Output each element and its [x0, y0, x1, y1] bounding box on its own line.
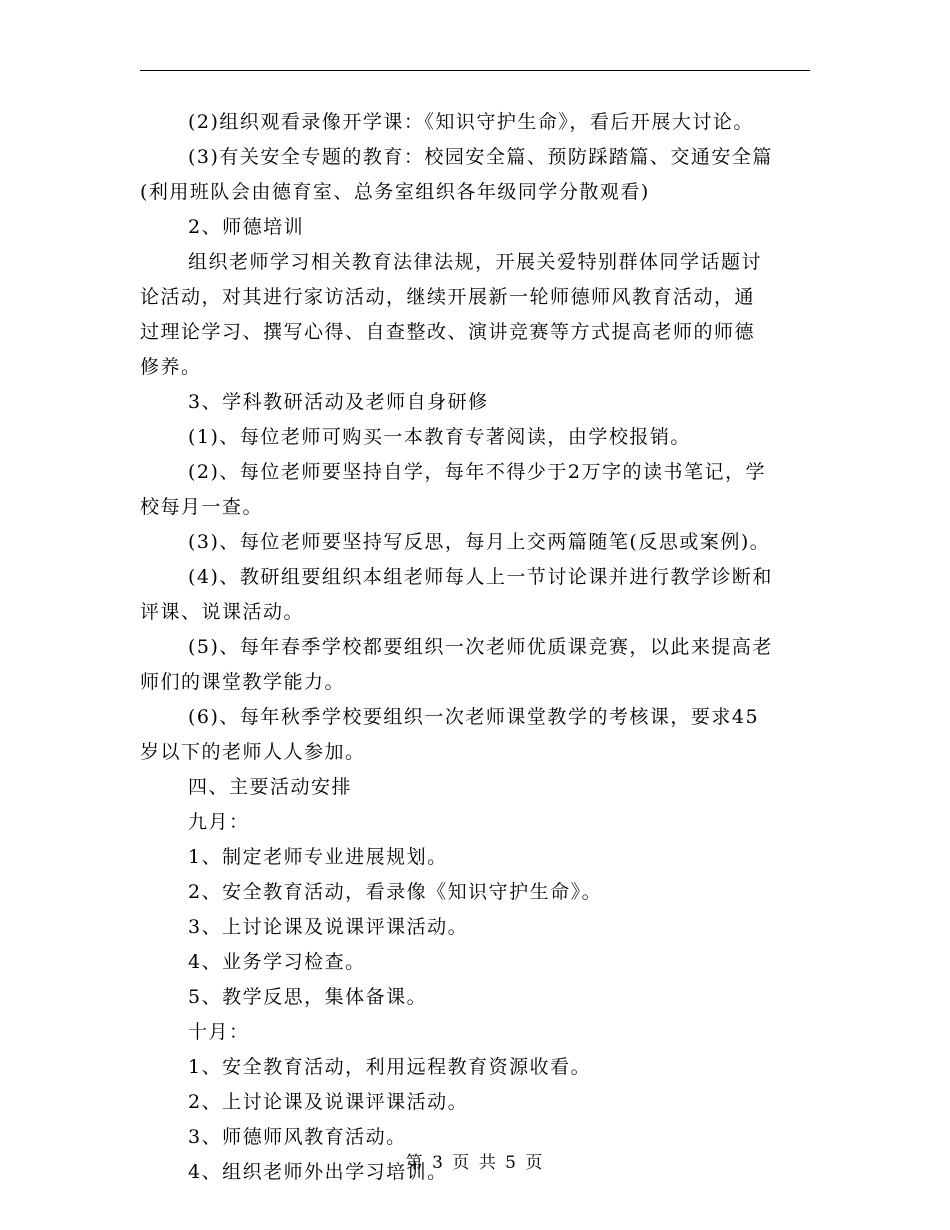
- text-line: 岁以下的老师人人参加。: [140, 741, 366, 763]
- text-line: 3、上讨论课及说课评课活动。: [188, 916, 469, 938]
- text-line: 组织老师学习相关教育法律法规，开展关爱特别群体同学话题讨: [188, 251, 763, 273]
- text-line: 2、师德培训: [188, 216, 305, 238]
- text-line: 论活动，对其进行家访活动，继续开展新一轮师德师风教育活动，通: [140, 286, 756, 308]
- text-line: 评课、说课活动。: [140, 601, 305, 623]
- text-line: 校每月一查。: [140, 496, 264, 518]
- text-line: (4)、教研组要组织本组老师每人上一节讨论课并进行教学诊断和: [188, 566, 773, 588]
- text-line: 1、制定老师专业进展规划。: [188, 846, 448, 868]
- text-line: 九月：: [188, 811, 250, 833]
- text-line: (6)、每年秋季学校要组织一次老师课堂教学的考核课，要求45: [188, 706, 760, 728]
- text-line: 1、安全教育活动，利用远程教育资源收看。: [188, 1056, 592, 1078]
- text-line: 过理论学习、撰写心得、自查整改、演讲竞赛等方式提高老师的师德: [140, 321, 756, 343]
- header-rule: [140, 70, 810, 71]
- text-line: 3、师德师风教育活动。: [188, 1126, 407, 1148]
- text-line: 4、业务学习检查。: [188, 951, 366, 973]
- text-line: (2)、每位老师要坚持自学，每年不得少于2万字的读书笔记，学: [188, 461, 767, 483]
- text-line: 2、安全教育活动，看录像《知识守护生命》。: [188, 881, 603, 903]
- text-line: (3)有关安全专题的教育：校园安全篇、预防踩踏篇、交通安全篇: [188, 146, 773, 168]
- text-line: (1)、每位老师可购买一本教育专著阅读，由学校报销。: [188, 426, 691, 448]
- text-line: (5)、每年春季学校都要组织一次老师优质课竞赛，以此来提高老: [188, 636, 773, 658]
- page-footer: 第 3 页 共 5 页: [405, 1153, 545, 1173]
- text-line: (利用班队会由德育室、总务室组织各年级同学分散观看): [140, 181, 650, 203]
- text-line: 2、上讨论课及说课评课活动。: [188, 1091, 469, 1113]
- text-line: 3、学科教研活动及老师自身研修: [188, 391, 489, 413]
- text-line: (2)组织观看录像开学课：《知识守护生命》，看后开展大讨论。: [188, 111, 754, 133]
- text-line: 修养。: [140, 356, 202, 378]
- document-body: [140, 105, 810, 1190]
- text-line: 十月：: [188, 1021, 250, 1043]
- text-line: 5、教学反思，集体备课。: [188, 986, 428, 1008]
- text-line: 四、主要活动安排: [188, 776, 353, 798]
- text-line: 师们的课堂教学能力。: [140, 671, 346, 693]
- text-line: (3)、每位老师要坚持写反思，每月上交两篇随笔(反思或案例)。: [188, 531, 771, 553]
- text-line: 4、组织老师外出学习培训。: [188, 1161, 448, 1183]
